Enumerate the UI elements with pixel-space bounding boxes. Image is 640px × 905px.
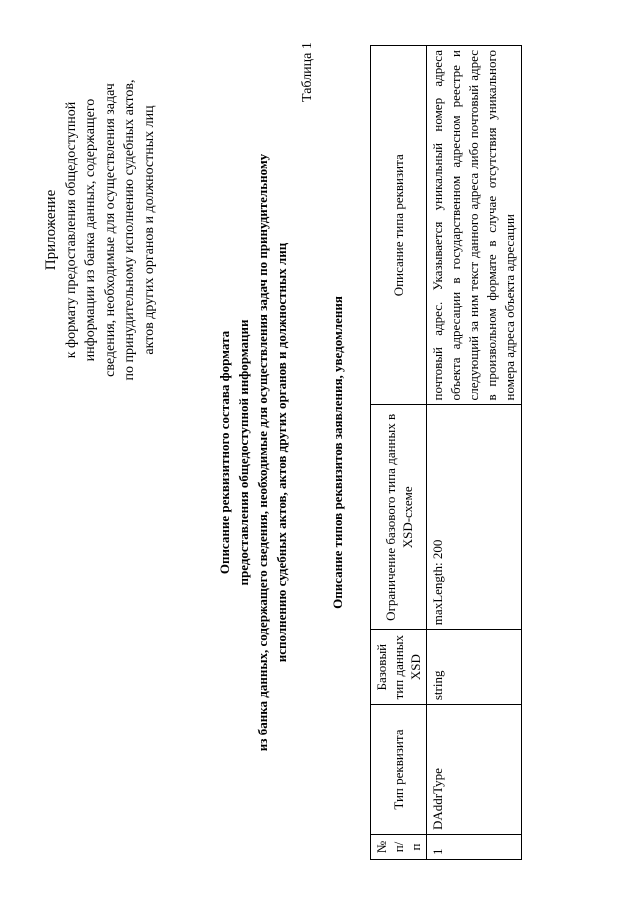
cell-description: почтовый адрес. Указывается уникальный номер адреса объекта адресации в государственном адресном реестре и следующий за ним текст данного адреса либо почтовый адрес в произвольном формате в случае отсутствия уникального номера адреса объекта адресации (427, 46, 522, 405)
heading-line: Описание реквизитного состава формата (217, 330, 232, 575)
header-base-type: Базовый тип данных XSD (371, 630, 427, 705)
cell-requisite-type: DAddrType (427, 705, 522, 835)
header-requisite-type: Тип реквизита (371, 705, 427, 835)
appendix-title: Приложение (43, 189, 59, 271)
appendix-line: к формату предоставления общедоступной (63, 101, 79, 359)
appendix-line: по принудительному исполнению судебных актов, (122, 79, 137, 381)
header-description: Описание типа реквизита (371, 46, 427, 405)
cell-limit: maxLength: 200 (427, 405, 522, 630)
table-label: Таблица 1 (300, 42, 315, 102)
appendix-block (42, 0, 159, 480)
heading-line: исполнению судебных актов, актов других органов и должностных лиц (274, 242, 289, 663)
heading-line: из банка данных, содержащего сведения, необходимые для осуществления задач по принудительному (255, 153, 270, 752)
cell-number: 1 (427, 835, 522, 860)
table-header-row (371, 46, 427, 860)
table-row (427, 46, 522, 860)
header-number: № п/п (371, 835, 427, 860)
cell-base-type: string (427, 630, 522, 705)
appendix-line: сведения, необходимые для осуществления задач (102, 83, 118, 377)
document-heading (215, 25, 291, 880)
appendix-line: информации из банка данных, содержащего (83, 98, 98, 362)
requisite-types-table (370, 45, 522, 860)
table-subheading: Описание типов реквизитов заявления, уведомления (330, 296, 345, 609)
header-limit: Ограничение базового типа данных в XSD-схеме (371, 405, 427, 630)
heading-line: предоставления общедоступной информации (236, 319, 251, 586)
appendix-line: актов других органов и должностных лиц (141, 105, 157, 355)
